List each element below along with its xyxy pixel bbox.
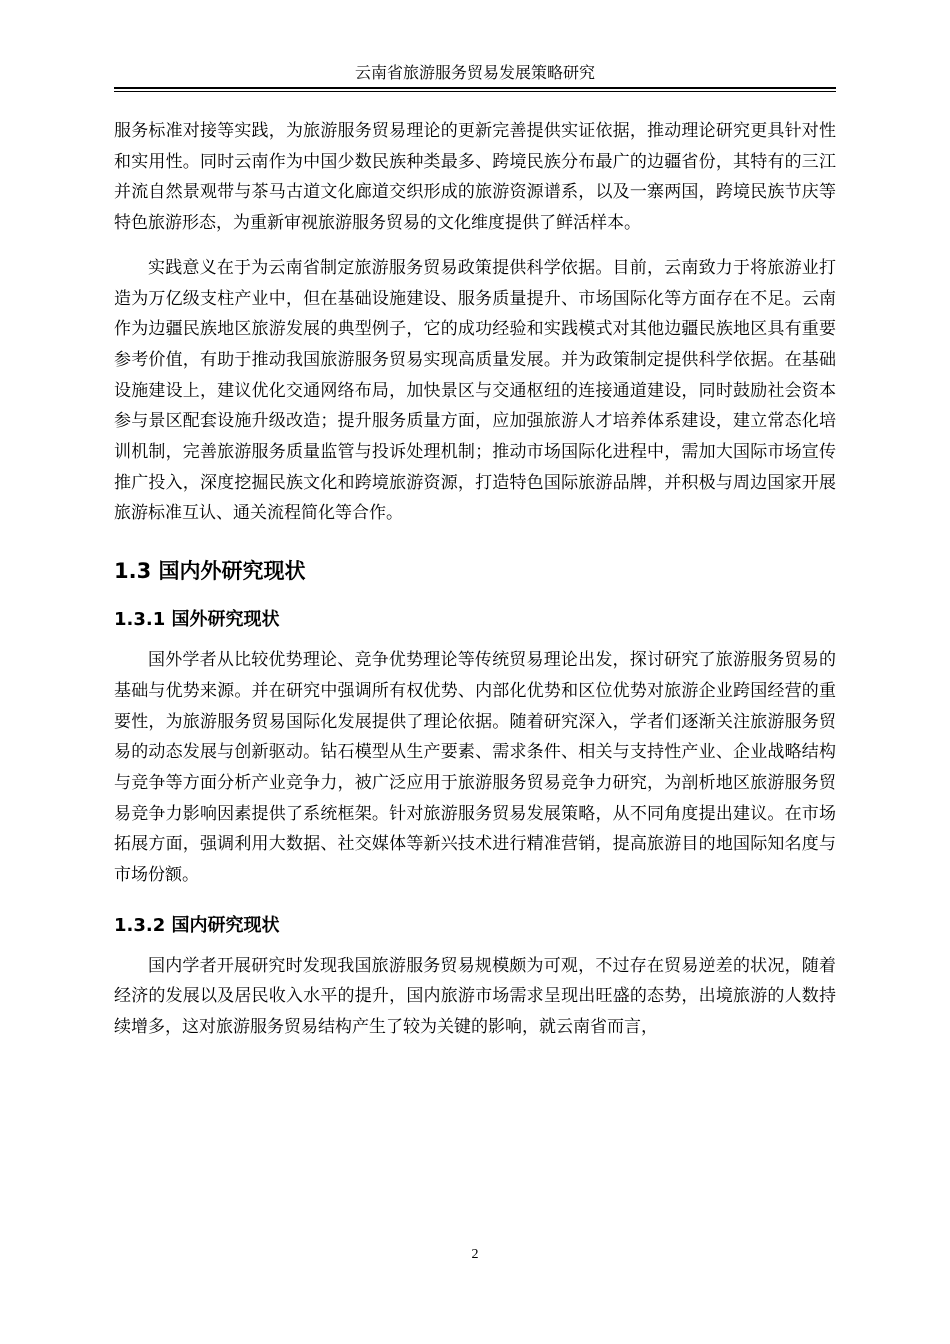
paragraph-continued: 服务标准对接等实践，为旅游服务贸易理论的更新完善提供实证依据，推动理论研究更具针对性和实用性。同时云南作为中国少数民族种类最多、跨境民族分布最广的边疆省份，其特有的三江并流自然景观带与茶马古道文化廊道交织形成的旅游资源谱系，以及一寨两国，跨境民族节庆等特色旅游形态，为重新审视旅游服务贸易的文化维度提供了鲜活样本。 <box>114 121 836 234</box>
paragraph-practical-significance: 实践意义在于为云南省制定旅游服务贸易政策提供科学依据。目前，云南致力于将旅游业打造为万亿级支柱产业中，但在基础设施建设、服务质量提升、市场国际化等方面存在不足。云南作为边疆民族地区旅游发展的典型例子，它的成功经验和实践模式对其他边疆民族地区具有重要参考价值，有助于推动我国旅游服务贸易实现高质量发展。并为政策制定提供科学依据。在基础设施建设上，建议优化交通网络布局，加快景区与交通枢纽的连接通道建设，同时鼓励社会资本参与景区配套设施升级改造；提升服务质量方面，应加强旅游人才培养体系建设，建立常态化培训机制，完善旅游服务质量监管与投诉处理机制；推动市场国际化进程中，需加大国际市场宣传推广投入，深度挖掘民族文化和跨境旅游资源，打造特色国际旅游品牌，并积极与周边国家开展旅游标准互认、通关流程简化等合作。 <box>114 257 836 524</box>
page-number: 2 <box>471 1247 479 1262</box>
section-heading-1-3: 1.3 国内外研究现状 <box>114 559 306 584</box>
header-rule-thin <box>114 91 836 92</box>
page-body <box>114 116 836 1043</box>
paragraph-gap <box>114 239 836 253</box>
paragraph-domestic-research: 国内学者开展研究时发现我国旅游服务贸易规模颇为可观，不过存在贸易逆差的状况，随着经济的发展以及居民收入水平的提升，国内旅游市场需求呈现出旺盛的态势，出境旅游的人数持续增多，这对旅游服务贸易结构产生了较为关键的影响，就云南省而言， <box>114 955 836 1038</box>
subsection-heading-1-3-2: 1.3.2 国内研究现状 <box>114 914 280 936</box>
subsection-heading-1-3-1: 1.3.1 国外研究现状 <box>114 609 280 631</box>
paragraph-foreign-research: 国外学者从比较优势理论、竞争优势理论等传统贸易理论出发，探讨研究了旅游服务贸易的基础与优势来源。并在研究中强调所有权优势、内部化优势和区位优势对旅游企业跨国经营的重要性，为旅游服务贸易国际化发展提供了理论依据。随着研究深入，学者们逐渐关注旅游服务贸易的动态发展与创新驱动。钻石模型从生产要素、需求条件、相关与支持性产业、企业战略结构与竞争等方面分析产业竞争力，被广泛应用于旅游服务贸易竞争力研究，为剖析地区旅游服务贸易竞争力影响因素提供了系统框架。针对旅游服务贸易发展策略，从不同角度提出建议。在市场拓展方面，强调利用大数据、社交媒体等新兴技术进行精准营销，提高旅游目的地国际知名度与市场份额。 <box>114 650 836 886</box>
header-rule-thick <box>114 87 836 89</box>
running-header: 云南省旅游服务贸易发展策略研究 <box>354 63 595 82</box>
